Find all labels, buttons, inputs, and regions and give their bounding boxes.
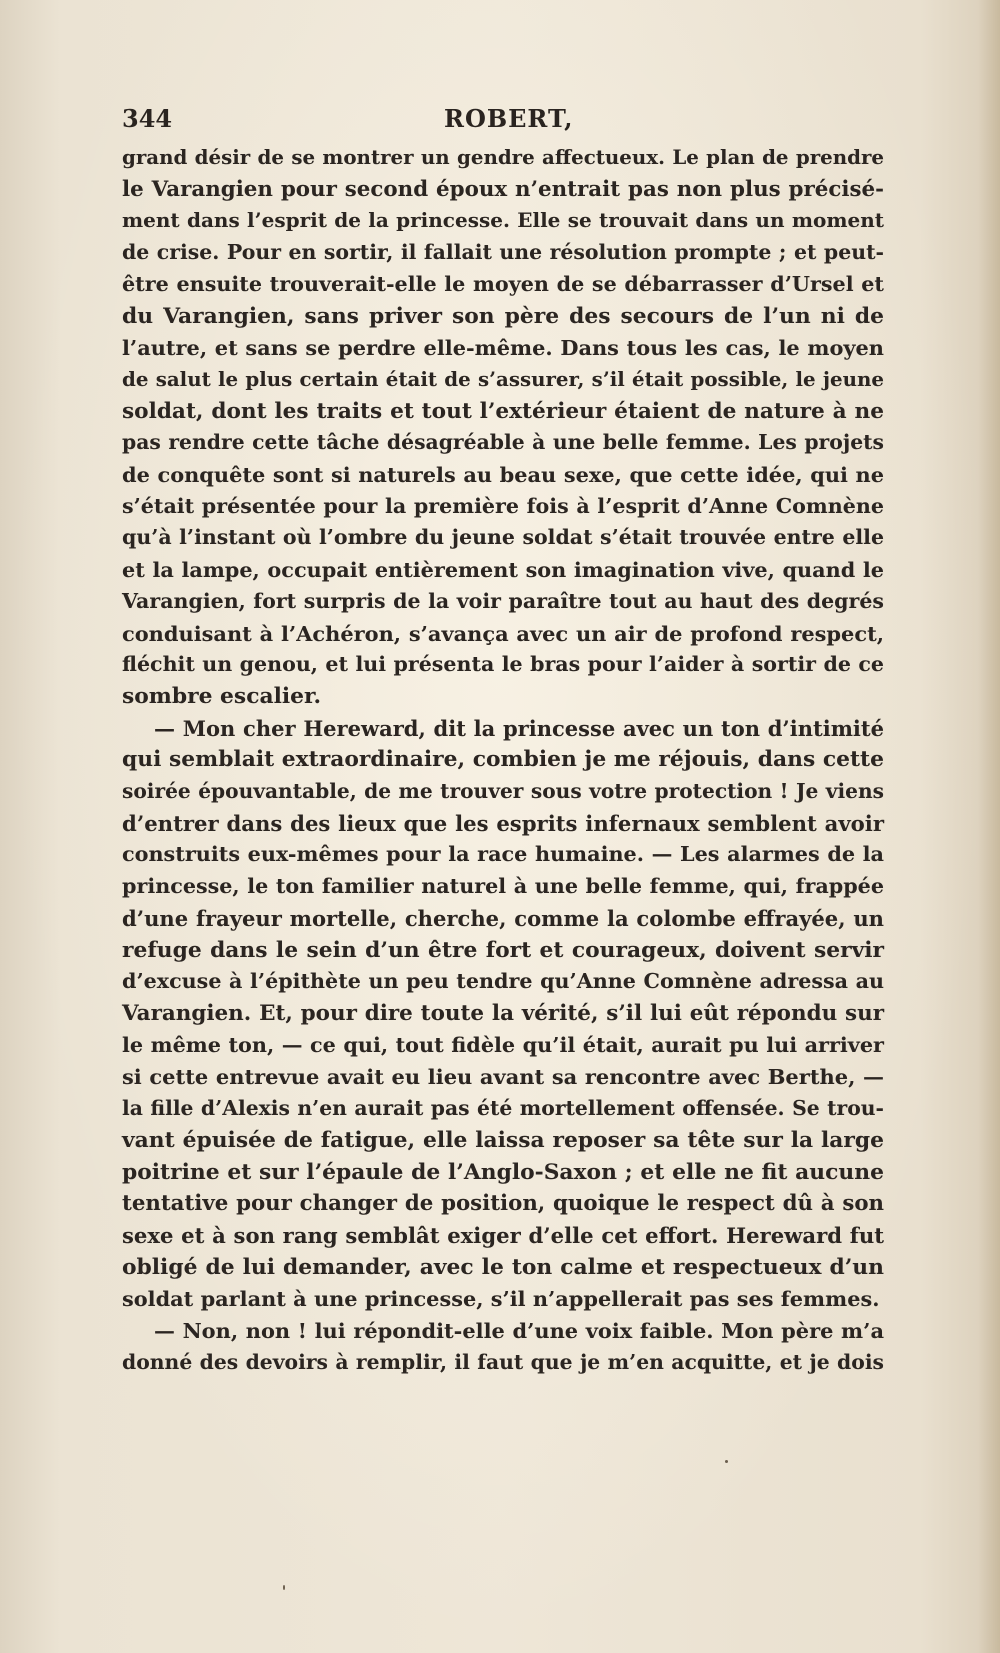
text-line: d’une frayeur mortelle, cherche, comme la colombe effrayée, un [122,905,884,931]
paper-speck [725,1460,728,1463]
text-line: — Non, non ! lui répondit-elle d’une voix faible. Mon père m’a [154,1318,884,1344]
text-line: de conquête sont si naturels au beau sexe, que cette idée, qui ne [122,462,884,488]
text-line: sombre escalier. [122,683,322,709]
text-line: pas rendre cette tâche désagréable à une belle femme. Les projets [122,430,884,455]
text-line: Varangien, fort surpris de la voir paraître tout au haut des degrés [122,588,884,613]
text-line: qui semblait extraordinaire, combien je me réjouis, dans cette [122,747,884,773]
text-line: de crise. Pour en sortir, il fallait une résolution prompte ; et peut- [122,240,884,265]
text-line: qu’à l’instant où l’ombre du jeune soldat s’était trouvée entre elle [122,525,884,550]
text-line: le même ton, — ce qui, tout fidèle qu’il était, aurait pu lui arriver [122,1032,884,1057]
paragraph-1 [122,142,884,713]
text-line: du Varangien, sans priver son père des secours de l’un ni de [122,303,884,329]
text-line: Varangien. Et, pour dire toute la vérité, s’il lui eût répondu sur [122,1000,884,1026]
text-line: et la lampe, occupait entièrement son imagination vive, quand le [122,557,884,583]
text-line: tentative pour changer de position, quoique le respect dû à son [122,1191,884,1217]
text-line: grand désir de se montrer un gendre affectueux. Le plan de prendre [122,145,884,169]
text-line: princesse, le ton familier naturel à une belle femme, qui, frappée [122,874,884,899]
text-line: poitrine et sur l’épaule de l’Anglo-Saxon ; et elle ne fit aucune [122,1159,884,1185]
page-number: 344 [122,104,173,133]
paper-speck [283,1585,285,1590]
text-line: conduisant à l’Achéron, s’avança avec un air de profond respect, [122,620,884,646]
text-line: refuge dans le sein d’un être fort et courageux, doivent servir [122,937,884,963]
text-line: soirée épouvantable, de me trouver sous votre protection ! Je viens [122,779,884,804]
text-line: soldat parlant à une princesse, s’il n’appellerait pas ses femmes. [122,1286,880,1312]
text-line: soldat, dont les traits et tout l’extérieur étaient de nature à ne [122,398,884,424]
text-line: s’était présentée pour la première fois à l’esprit d’Anne Comnène [122,493,884,518]
text-line: — Mon cher Hereward, dit la princesse avec un ton d’intimité [154,715,884,741]
text-line: vant épuisée de fatigue, elle laissa reposer sa tête sur la large [122,1127,884,1153]
text-line: l’autre, et sans se perdre elle-même. Dans tous les cas, le moyen [122,335,884,361]
text-line: de salut le plus certain était de s’assurer, s’il était possible, le jeune [122,366,884,391]
text-line: si cette entrevue avait eu lieu avant sa rencontre avec Berthe, — [122,1064,884,1090]
text-line: d’entrer dans des lieux que les esprits infernaux semblent avoir [122,810,884,836]
text-line: le Varangien pour second époux n’entrait pas non plus précisé- [122,176,884,202]
text-line: donné des devoirs à remplir, il faut que je m’en acquitte, et je dois [122,1349,884,1374]
text-line: sexe et à son rang semblât exiger d’elle cet effort. Hereward fut [122,1222,884,1248]
paragraph-2 [122,713,884,1315]
text-line: d’excuse à l’épithète un peu tendre qu’Anne Comnène adressa au [122,969,884,994]
text-line: fléchit un genou, et lui présenta le bras pour l’aider à sortir de ce [122,652,884,677]
running-title: ROBERT, [444,104,574,133]
text-line: construits eux-mêmes pour la race humaine. — Les alarmes de la [122,842,884,867]
text-line: la fille d’Alexis n’en aurait pas été mortellement offensée. Se trou- [122,1096,884,1121]
running-header [122,104,882,144]
text-line: ment dans l’esprit de la princesse. Elle se trouvait dans un moment [122,208,884,233]
text-line: être ensuite trouverait-elle le moyen de se débarrasser d’Ursel et [122,271,884,296]
paragraph-3 [122,1315,884,1378]
text-line: obligé de lui demander, avec le ton calme et respectueux d’un [122,1254,884,1280]
body-text [122,142,884,1378]
page-edge-shadow [978,0,1000,1653]
